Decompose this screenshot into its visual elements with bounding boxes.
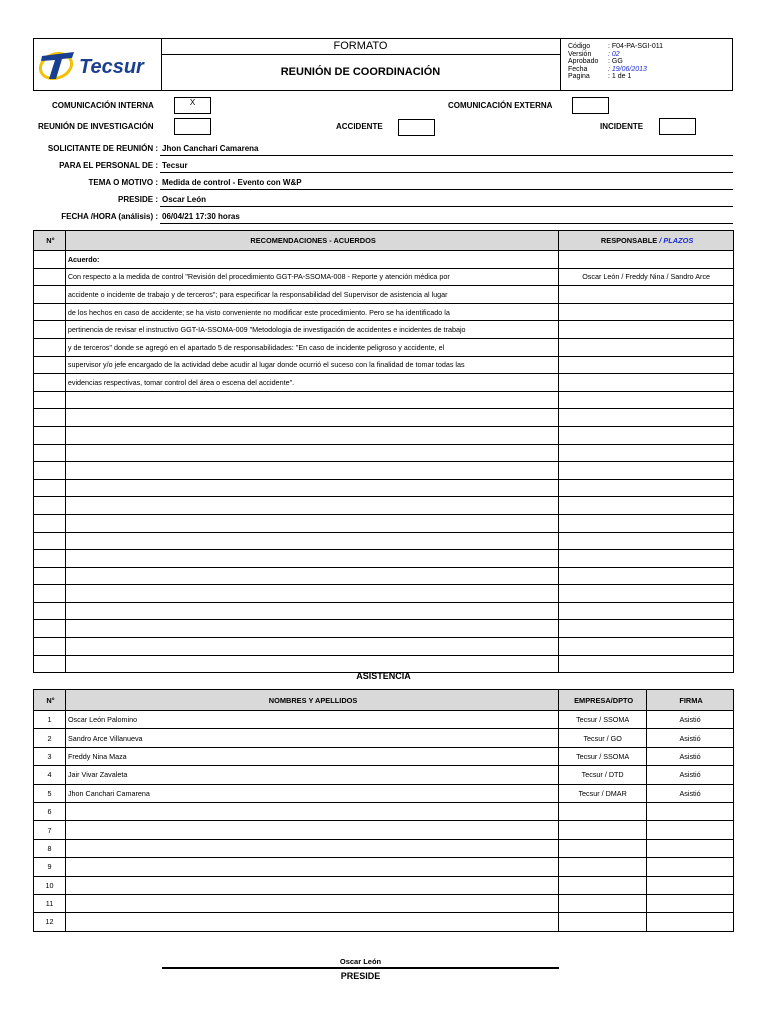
table-row bbox=[34, 479, 734, 497]
row-number: 2 bbox=[34, 729, 66, 747]
row-number bbox=[34, 303, 66, 321]
row-number bbox=[34, 514, 66, 532]
acuerdo-text[interactable] bbox=[65, 391, 558, 409]
responsable-cell[interactable] bbox=[559, 303, 734, 321]
acuerdo-text[interactable] bbox=[65, 426, 558, 444]
attendee-company[interactable] bbox=[559, 858, 647, 876]
attendee-company[interactable] bbox=[559, 913, 647, 931]
externa-checkbox[interactable] bbox=[572, 97, 609, 114]
row-number: 11 bbox=[34, 894, 66, 912]
responsable-cell[interactable]: Oscar León / Freddy Nina / Sandro Arce bbox=[559, 268, 734, 286]
incidente-checkbox[interactable] bbox=[659, 118, 696, 135]
responsable-cell[interactable] bbox=[559, 602, 734, 620]
meta-row bbox=[568, 66, 663, 74]
info-label: FECHA /HORA (análisis) : bbox=[61, 212, 158, 221]
tecsur-logo-icon bbox=[34, 39, 161, 90]
acuerdo-text[interactable]: y de terceros" donde se agregó en el apartado 5 de responsabilidades: "En caso de incidente peligroso y accidente, el bbox=[65, 338, 558, 356]
row-number bbox=[34, 251, 66, 269]
table-row bbox=[34, 638, 734, 656]
row-number bbox=[34, 356, 66, 374]
attendee-signature[interactable]: Asistió bbox=[647, 784, 734, 802]
investigacion-checkbox[interactable] bbox=[174, 118, 211, 135]
info-value[interactable]: Tecsur bbox=[162, 161, 188, 170]
table-row bbox=[34, 444, 734, 462]
info-label: SOLICITANTE DE REUNIÓN : bbox=[47, 144, 158, 153]
acuerdo-text[interactable] bbox=[65, 567, 558, 585]
table-row bbox=[34, 876, 734, 894]
incidente-label: INCIDENTE bbox=[600, 122, 644, 131]
table-row bbox=[34, 532, 734, 550]
meta-row bbox=[568, 43, 663, 51]
row-number bbox=[34, 286, 66, 304]
responsable-cell[interactable] bbox=[559, 585, 734, 603]
acuerdo-text[interactable] bbox=[65, 585, 558, 603]
attendee-signature[interactable] bbox=[647, 858, 734, 876]
responsable-cell[interactable] bbox=[559, 567, 734, 585]
responsable-cell[interactable] bbox=[559, 550, 734, 568]
investigacion-label: REUNIÓN DE INVESTIGACIÓN bbox=[38, 122, 154, 131]
preside-name: Oscar León bbox=[339, 957, 382, 966]
responsable-cell[interactable] bbox=[559, 462, 734, 480]
attendee-name[interactable]: Freddy Nina Maza bbox=[65, 747, 558, 765]
responsable-cell[interactable] bbox=[559, 514, 734, 532]
acuerdo-text[interactable] bbox=[65, 638, 558, 656]
row-number bbox=[34, 550, 66, 568]
attendee-company[interactable]: Tecsur / DMAR bbox=[559, 784, 647, 802]
row-number: 3 bbox=[34, 747, 66, 765]
acuerdo-text[interactable]: supervisor y/o jefe encargado de la actividad debe acudir al lugar donde ocurrió el suceso con la finalidad de tomar todas las bbox=[65, 356, 558, 374]
row-number bbox=[34, 585, 66, 603]
title-block bbox=[161, 39, 561, 90]
row-number: 5 bbox=[34, 784, 66, 802]
table-row bbox=[34, 858, 734, 876]
meta-value: : 19/06/2013 bbox=[608, 65, 647, 73]
interna-label: COMUNICACIÓN INTERNA bbox=[52, 101, 154, 110]
info-value[interactable]: Jhon Canchari Camarena bbox=[162, 144, 259, 153]
row-number bbox=[34, 479, 66, 497]
attendee-company[interactable] bbox=[559, 802, 647, 820]
table-row bbox=[34, 514, 734, 532]
table-row bbox=[34, 286, 734, 304]
acuerdo-text[interactable]: accidente o incidente de trabajo y de terceros"; para especificar la responsabilidad del Supervisor de asistencia al lugar bbox=[65, 286, 558, 304]
attendee-company[interactable]: Tecsur / GO bbox=[559, 729, 647, 747]
responsable-cell[interactable] bbox=[559, 620, 734, 638]
col-recomendaciones-header: RECOMENDACIONES - ACUERDOS bbox=[65, 231, 558, 251]
row-number bbox=[34, 374, 66, 392]
acuerdos-table bbox=[33, 230, 734, 673]
acuerdo-text[interactable] bbox=[65, 444, 558, 462]
table-row bbox=[34, 711, 734, 729]
acuerdos-header bbox=[34, 231, 734, 251]
row-number bbox=[34, 268, 66, 286]
acuerdo-text[interactable] bbox=[65, 514, 558, 532]
attendee-name[interactable]: Oscar León Palomino bbox=[65, 711, 558, 729]
responsable-cell[interactable] bbox=[559, 391, 734, 409]
table-row bbox=[34, 426, 734, 444]
asistencia-header bbox=[34, 690, 734, 711]
info-underline bbox=[160, 206, 733, 207]
responsable-cell[interactable] bbox=[559, 532, 734, 550]
table-row bbox=[34, 550, 734, 568]
responsable-cell[interactable] bbox=[559, 374, 734, 392]
document-header bbox=[33, 38, 733, 91]
table-row bbox=[34, 321, 734, 339]
row-number bbox=[34, 462, 66, 480]
attendee-name[interactable] bbox=[65, 876, 558, 894]
table-row bbox=[34, 802, 734, 820]
row-number: 8 bbox=[34, 839, 66, 857]
responsable-cell[interactable] bbox=[559, 426, 734, 444]
responsable-cell[interactable] bbox=[559, 497, 734, 515]
logo-text: Tecsur bbox=[79, 56, 144, 78]
meta-key: Aprobado bbox=[568, 58, 599, 66]
row-number: 7 bbox=[34, 821, 66, 839]
attendee-name[interactable] bbox=[65, 858, 558, 876]
acuerdo-text[interactable]: evidencias respectivas, tomar control del área o escena del accidente". bbox=[65, 374, 558, 392]
table-row bbox=[34, 567, 734, 585]
attendee-signature[interactable] bbox=[647, 821, 734, 839]
accidente-checkbox[interactable] bbox=[398, 119, 435, 136]
table-row bbox=[34, 356, 734, 374]
table-row bbox=[34, 409, 734, 427]
responsable-cell[interactable] bbox=[559, 338, 734, 356]
table-row bbox=[34, 303, 734, 321]
row-number: 1 bbox=[34, 711, 66, 729]
attendee-signature[interactable] bbox=[647, 876, 734, 894]
acuerdo-text[interactable] bbox=[65, 620, 558, 638]
attendee-company[interactable] bbox=[559, 894, 647, 912]
table-row bbox=[34, 268, 734, 286]
table-row bbox=[34, 462, 734, 480]
acuerdo-text[interactable] bbox=[65, 409, 558, 427]
attendee-signature[interactable]: Asistió bbox=[647, 711, 734, 729]
attendee-name[interactable] bbox=[65, 839, 558, 857]
table-row bbox=[34, 784, 734, 802]
meta-value: : F04-PA-SGI-011 bbox=[608, 43, 663, 50]
row-number bbox=[34, 321, 66, 339]
acuerdo-text[interactable] bbox=[65, 532, 558, 550]
table-row bbox=[34, 497, 734, 515]
attendee-name[interactable]: Jhon Canchari Camarena bbox=[65, 784, 558, 802]
info-underline bbox=[160, 172, 733, 173]
acuerdo-text[interactable] bbox=[65, 462, 558, 480]
acuerdo-text[interactable]: Acuerdo: bbox=[65, 251, 558, 269]
attendee-name[interactable]: Sandro Arce Villanueva bbox=[65, 729, 558, 747]
attendee-company[interactable]: Tecsur / SSOMA bbox=[559, 711, 647, 729]
accidente-label: ACCIDENTE bbox=[336, 122, 383, 131]
company-logo bbox=[34, 39, 162, 90]
col-n-header: N° bbox=[34, 231, 66, 251]
responsable-cell[interactable] bbox=[559, 409, 734, 427]
attendee-company[interactable] bbox=[559, 821, 647, 839]
acuerdo-text[interactable] bbox=[65, 602, 558, 620]
row-number: 6 bbox=[34, 802, 66, 820]
table-row bbox=[34, 839, 734, 857]
acuerdo-text[interactable] bbox=[65, 497, 558, 515]
attendee-signature[interactable]: Asistió bbox=[647, 766, 734, 784]
row-number bbox=[34, 338, 66, 356]
meta-key: Código bbox=[568, 43, 591, 50]
meta-key: Fecha bbox=[568, 65, 588, 73]
row-number: 10 bbox=[34, 876, 66, 894]
table-row bbox=[34, 251, 734, 269]
responsable-label: RESPONSABLE bbox=[600, 236, 658, 245]
attendee-company[interactable]: Tecsur / SSOMA bbox=[559, 747, 647, 765]
responsable-cell[interactable] bbox=[559, 251, 734, 269]
table-row bbox=[34, 585, 734, 603]
table-row bbox=[34, 374, 734, 392]
row-number: 9 bbox=[34, 858, 66, 876]
signature-line bbox=[162, 967, 559, 969]
info-label: PARA EL PERSONAL DE : bbox=[59, 161, 158, 170]
attendee-signature[interactable] bbox=[647, 839, 734, 857]
col-firma-header: FIRMA bbox=[647, 690, 734, 711]
attendee-company[interactable] bbox=[559, 876, 647, 894]
table-row bbox=[34, 620, 734, 638]
table-row bbox=[34, 766, 734, 784]
responsable-cell[interactable] bbox=[559, 356, 734, 374]
table-row bbox=[34, 821, 734, 839]
meta-row bbox=[568, 58, 663, 66]
info-value[interactable]: Medida de control - Evento con W&P bbox=[162, 178, 302, 187]
responsable-cell[interactable] bbox=[559, 479, 734, 497]
col-nombres-header: NOMBRES Y APELLIDOS bbox=[65, 690, 558, 711]
meta-row bbox=[568, 73, 663, 81]
attendee-signature[interactable]: Asistió bbox=[647, 729, 734, 747]
col-responsable-header bbox=[559, 231, 734, 251]
row-number bbox=[34, 532, 66, 550]
row-number bbox=[34, 444, 66, 462]
externa-label: COMUNICACIÓN EXTERNA bbox=[448, 101, 553, 110]
acuerdo-text[interactable]: Con respecto a la medida de control "Revisión del procedimiento GGT-PA-SSOMA-008 - Reporte y atención médica por bbox=[65, 268, 558, 286]
info-value[interactable]: 06/04/21 17:30 horas bbox=[162, 212, 240, 221]
row-number: 4 bbox=[34, 766, 66, 784]
info-label: TEMA O MOTIVO : bbox=[88, 178, 158, 187]
attendee-signature[interactable]: Asistió bbox=[647, 747, 734, 765]
row-number bbox=[34, 409, 66, 427]
info-value[interactable]: Oscar León bbox=[162, 195, 207, 204]
row-number bbox=[34, 620, 66, 638]
table-row bbox=[34, 747, 734, 765]
table-row bbox=[34, 729, 734, 747]
table-row bbox=[34, 913, 734, 931]
attendee-name[interactable] bbox=[65, 913, 558, 931]
table-row bbox=[34, 338, 734, 356]
col-empresa-header: EMPRESA/DPTO bbox=[559, 690, 647, 711]
col-n-header: N° bbox=[34, 690, 66, 711]
asistencia-title: ASISTENCIA bbox=[356, 671, 411, 681]
meta-value: : 02 bbox=[608, 50, 620, 58]
attendee-signature[interactable] bbox=[647, 913, 734, 931]
attendee-signature[interactable] bbox=[647, 802, 734, 820]
responsable-cell[interactable] bbox=[559, 444, 734, 462]
row-number bbox=[34, 567, 66, 585]
document-title: REUNIÓN DE COORDINACIÓN bbox=[280, 66, 441, 78]
document-meta bbox=[568, 43, 663, 81]
attendee-name[interactable]: Jair Vivar Zavaleta bbox=[65, 766, 558, 784]
info-underline bbox=[160, 155, 733, 156]
table-row bbox=[34, 391, 734, 409]
meta-value: : GG bbox=[608, 58, 623, 66]
info-label: PRESIDE : bbox=[117, 195, 158, 204]
row-number bbox=[34, 497, 66, 515]
meta-key: Versión bbox=[568, 50, 592, 58]
info-underline bbox=[160, 189, 733, 190]
row-number: 12 bbox=[34, 913, 66, 931]
meta-key: Pagina bbox=[568, 73, 590, 81]
preside-role: PRESIDE bbox=[340, 971, 381, 981]
table-row bbox=[34, 602, 734, 620]
meta-value: : 1 de 1 bbox=[608, 73, 632, 81]
table-row bbox=[34, 894, 734, 912]
row-number bbox=[34, 602, 66, 620]
attendee-name[interactable] bbox=[65, 802, 558, 820]
attendee-name[interactable] bbox=[65, 821, 558, 839]
attendee-company[interactable]: Tecsur / DTD bbox=[559, 766, 647, 784]
asistencia-table bbox=[33, 689, 734, 932]
row-number bbox=[34, 426, 66, 444]
responsable-cell[interactable] bbox=[559, 321, 734, 339]
interna-checkbox[interactable]: X bbox=[174, 97, 211, 114]
responsable-cell[interactable] bbox=[559, 286, 734, 304]
attendee-signature[interactable] bbox=[647, 894, 734, 912]
acuerdo-text[interactable]: pertinencia de revisar el instructivo GGT-IA-SSOMA-009 "Metodologia de investigación de accidentes e incidentes de trabajo bbox=[65, 321, 558, 339]
acuerdo-text[interactable] bbox=[65, 550, 558, 568]
meta-row bbox=[568, 51, 663, 59]
plazos-label: / PLAZOS bbox=[657, 236, 694, 245]
responsable-cell[interactable] bbox=[559, 638, 734, 656]
info-underline bbox=[160, 223, 733, 224]
acuerdo-text[interactable] bbox=[65, 479, 558, 497]
format-label: FORMATO bbox=[161, 39, 560, 55]
row-number bbox=[34, 638, 66, 656]
acuerdo-text[interactable]: de los hechos en caso de accidente; se ha visto conveniente no modificar este procedimiento. Pero se ha identificado la bbox=[65, 303, 558, 321]
attendee-company[interactable] bbox=[559, 839, 647, 857]
attendee-name[interactable] bbox=[65, 894, 558, 912]
row-number bbox=[34, 391, 66, 409]
